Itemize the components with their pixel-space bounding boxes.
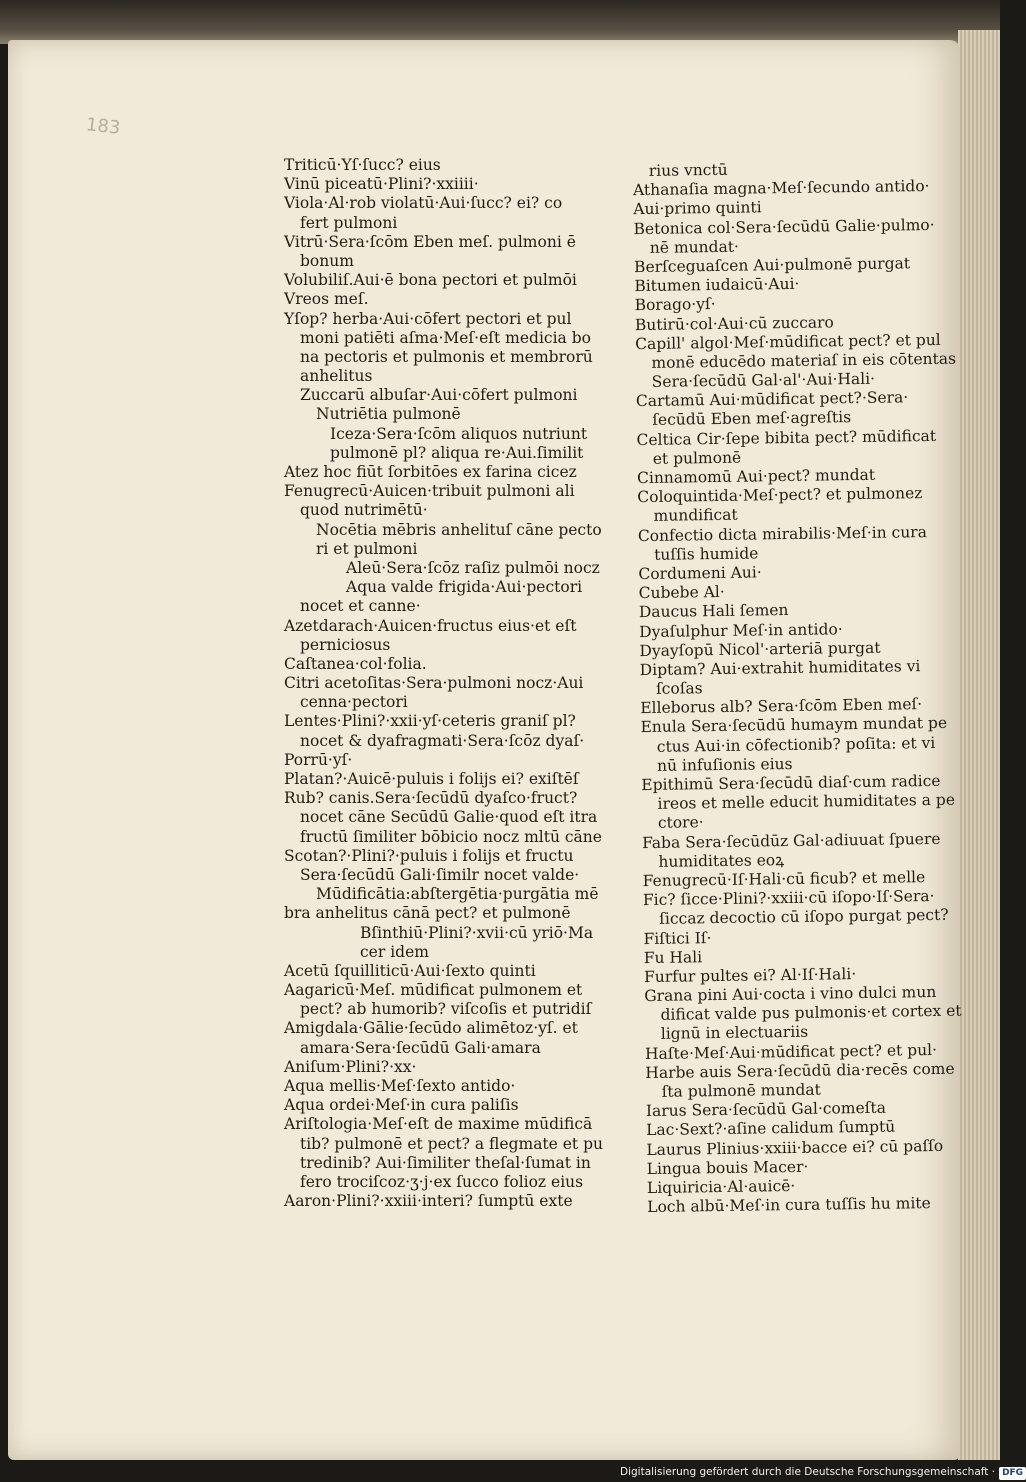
text-line: Betonica col·Sera·ſecūdū Galie·pulmo· — [633, 215, 935, 238]
text-line: Mūdificātia:abſtergētia·purgātia mē — [316, 885, 599, 904]
text-line: Cartamū Aui·mūdificat pect?·Sera· — [635, 388, 909, 411]
text-line: ſta pulmonē mundat — [661, 1080, 821, 1101]
text-line: perniciosus — [300, 635, 391, 654]
text-line: Vreos meſ. — [284, 290, 369, 309]
text-line: tuſſis humide — [654, 544, 759, 564]
text-line: Iarus Sera·ſecūdū Gal·comeſta — [645, 1098, 887, 1121]
text-line: Aqua mellis·Meſ·ſexto antido· — [284, 1077, 516, 1095]
text-line: dificat valde pus pulmonis·et cortex et — [660, 1001, 962, 1025]
text-line: Viola·Al·rob violatū·Aui·ſucc? ei? co — [284, 194, 563, 213]
text-line: Amigdala·Gālie·ſecūdo alimētoz·yſ. et — [284, 1019, 578, 1038]
book-top-edge — [0, 0, 1000, 44]
dfg-logo: DFG — [999, 1467, 1026, 1480]
text-line: nū infuſionis eius — [656, 754, 793, 775]
right-text-column — [632, 158, 962, 1217]
text-line: Vinū piceatū·Plini?·xxiiii· — [284, 175, 479, 194]
text-line: humiditates eoꝝ — [658, 850, 785, 871]
text-line: et pulmonē — [652, 448, 742, 468]
text-line: Dyaſulphur Meſ·in antido· — [639, 619, 843, 641]
text-line: Fic? ſicce·Plini?·xxiii·cū iſopo·Iſ·Sera· — [642, 887, 935, 910]
text-line: Enula Sera·ſecūdū humaym mundat pe — [640, 714, 948, 737]
text-line: Athanaſia magna·Meſ·ſecundo antido· — [632, 177, 930, 200]
credit-text: Digitalisierung gefördert durch die Deutsche Forschungsgemeinschaft · — [620, 1466, 996, 1478]
digitization-credit — [620, 1462, 1024, 1482]
text-line: Loch albū·Meſ·in cura tuſſis hu mite — [647, 1194, 931, 1217]
text-line: Aui·primo quinti — [633, 198, 762, 219]
text-line: anhelitus — [300, 367, 373, 386]
text-line: Cinnamomū Aui·pect? mundat — [636, 465, 876, 488]
text-line: Caſtanea·col·folia. — [284, 654, 427, 673]
text-line: nē mundat· — [649, 237, 740, 257]
text-line: Cubebe Al· — [638, 583, 725, 603]
text-line: pulmonē pl? aliqua re·Aui.ſimilit — [330, 443, 584, 462]
text-line: Capill' algol·Meſ·mūdificat pect? et pul — [635, 330, 941, 353]
text-line: ctus Aui·in cōfectionib? poſita: et vi — [656, 733, 936, 756]
text-line: Butirū·col·Aui·cū zuccaro — [634, 312, 834, 334]
text-line: Volubiliſ.Aui·ē bona pectori et pulmōi — [284, 271, 577, 290]
text-line: Fiſtici Iſ· — [643, 928, 712, 948]
text-line: ri et pulmoni — [316, 539, 418, 558]
text-line: Bitumen iudaicū·Aui· — [634, 274, 800, 296]
text-line: Azetdarach·Auicen·fructus eius·et eſt — [284, 616, 577, 635]
text-line: Iceza·Sera·ſcōm aliquos nutriunt — [330, 424, 588, 443]
text-line: Citri acetoſitas·Sera·pulmoni nocz·Aui — [284, 674, 584, 693]
text-line: Liquiricia·Al·auicē· — [646, 1176, 796, 1197]
text-line: Zuccarū albuſar·Aui·cōfert pulmoni — [300, 386, 578, 405]
text-line: nocet et canne· — [300, 597, 421, 616]
text-line: Scotan?·Plini?·puluis i folijs et fructu — [284, 846, 574, 865]
text-line: Lingua bouis Macer· — [646, 1157, 809, 1178]
text-line: ireos et melle educit humiditates a pe — [657, 790, 956, 814]
text-line: Dyayſopū Nicol'·arteriā purgat — [639, 638, 881, 660]
left-text-column — [284, 156, 603, 1211]
text-line: Diptam? Aui·extrahit humiditates vi — [639, 657, 921, 679]
text-line: Porrū·yſ· — [284, 750, 353, 769]
text-line: Vitrū·Sera·ſcōm Eben meſ. pulmoni ē — [284, 232, 576, 251]
text-line: Aleū·Sera·ſcōz raſiz pulmōi nocz — [346, 558, 600, 577]
text-line: Epithimū Sera·ſecūdū diaſ·cum radice — [641, 771, 941, 795]
text-line: Daucus Hali ſemen — [638, 601, 789, 622]
text-line: Celtica Cir·ſepe bibita pect? mūdificat — [636, 426, 937, 449]
text-line: pect? ab humorib? viſcoſis et putridiſ — [300, 1000, 592, 1019]
text-line: Borago·yſ· — [634, 295, 716, 315]
text-line: Acetū ſquilliticū·Aui·ſexto quinti — [284, 961, 536, 980]
pencil-folio-mark: 183 — [84, 114, 122, 139]
page-edges-right — [958, 30, 1000, 1460]
text-line: Grana pini Aui·cocta i vino dulci mun — [644, 983, 937, 1006]
text-line: Fenugrecū·Iſ·Hali·cū ficub? et melle — [642, 868, 926, 891]
text-line: Harbe auis Sera·ſecūdū dia·recēs come — [645, 1059, 955, 1082]
text-line: tib? pulmonē et pect? a flegmate et pu — [300, 1134, 603, 1153]
text-line: bra anhelitus cānā pect? et pulmonē — [284, 904, 571, 923]
text-line: lignū in electuariis — [660, 1023, 809, 1044]
text-line: monē educēdo materiaſ in eis cōtentas — [651, 349, 957, 372]
text-line: Ariſtologia·Meſ·eſt de maxime mūdificā — [284, 1115, 593, 1134]
text-line: Nutriētia pulmonē — [316, 405, 461, 424]
text-line: Aniſum·Plini?·xx· — [284, 1057, 417, 1076]
text-line: na pectoris et pulmonis et membrorū — [300, 347, 593, 366]
text-line: Nocētia mēbris anhelituſ cāne pecto — [316, 520, 602, 539]
text-line: ctore· — [657, 813, 704, 833]
text-line: Fenugrecū·Auicen·tribuit pulmoni ali — [284, 482, 575, 501]
text-line: Atez hoc fiūt ſorbitōes ex farina cicez — [284, 463, 577, 481]
text-line: Laurus Plinius·xxiii·bacce ei? cū paſſo — [646, 1136, 944, 1159]
text-line: fructū ſimiliter bōbicio nocz mltū cāne — [300, 827, 602, 846]
text-line: Aqua valde frigida·Aui·pectori — [346, 578, 583, 597]
text-line: Aaron·Plini?·xxiii·interi? ſumptū exte — [284, 1192, 573, 1211]
text-line: Sera·ſecūdū Gal·al'·Aui·Hali· — [651, 369, 876, 391]
text-line: Triticū·Yſ·ſucc? eius — [284, 156, 441, 174]
text-line: Elleborus alb? Sera·ſcōm Eben meſ· — [640, 695, 923, 718]
text-line: Confectio dicta mirabilis·Meſ·in cura — [637, 522, 928, 545]
text-line: Fu Hali — [643, 947, 703, 967]
text-line: Platan?·Auicē·puluis i folijs ei? exiſtēſ — [284, 770, 579, 788]
text-line: Faba Sera·ſecūdūz Gal·adiuuat ſpuere — [642, 829, 941, 852]
text-line: Rub? canis.Sera·ſecūdū dyaſco·fruct? — [284, 789, 578, 808]
text-line: Sera·ſecūdū Gali·ſimilr nocet valde· — [300, 865, 580, 884]
text-line: rius vnctū — [648, 160, 728, 180]
text-line: nocet & dyafragmati·Sera·ſcōz dyaſ· — [300, 731, 585, 750]
text-line: bonum — [300, 251, 354, 270]
text-line: Lac·Sext?·aſine calidum ſumptū — [646, 1117, 896, 1140]
text-line: tredinib? Aui·ſimiliter theſal·ſumat in — [300, 1153, 591, 1172]
text-line: mundificat — [653, 506, 738, 526]
text-line: Coloquintida·Meſ·pect? et pulmonez — [637, 484, 923, 507]
text-line: Cordumeni Aui· — [638, 563, 762, 584]
text-line: quod nutrimētū· — [300, 501, 428, 520]
text-line: ſiccaz decoctio cū iſopo purgat pect? — [659, 906, 949, 929]
text-line: Haſte·Meſ·Aui·mūdificat pect? et pul· — [644, 1040, 938, 1063]
text-line: fero trociſcoz·ʒ·j·ex ſucco folioz eius — [300, 1172, 584, 1191]
text-line: cenna·pectori — [300, 693, 408, 712]
text-line: fert pulmoni — [300, 213, 398, 232]
text-line: Lentes·Plini?·xxii·yſ·ceteris graniſ pl? — [284, 712, 576, 731]
text-line: ſecūdū Eben meſ·agreſtis — [652, 408, 852, 430]
text-line: nocet cāne Secūdū Galie·quod eſt itra — [300, 808, 598, 827]
text-line: moni patiēti aſma·Meſ·eſt medicia bo — [300, 328, 591, 347]
text-line: Furfur pultes ei? Al·Iſ·Hali· — [643, 964, 857, 986]
text-line: ſcoſas — [655, 679, 703, 698]
text-line: Yſop? herba·Aui·cōfert pectori et pul — [284, 309, 572, 328]
text-line: Berſceguaſcen Aui·pulmonē purgat — [633, 254, 911, 277]
text-line: cer idem — [360, 942, 429, 961]
text-line: amara·Sera·ſecūdū Gali·amara — [300, 1038, 541, 1057]
text-line: Bſinthiū·Plini?·xvii·cū yriō·Ma — [360, 923, 594, 942]
text-line: Aagaricū·Meſ. mūdificat pulmonem et — [284, 981, 583, 1000]
text-line: Aqua ordei·Meſ·in cura paliſis — [284, 1096, 519, 1115]
